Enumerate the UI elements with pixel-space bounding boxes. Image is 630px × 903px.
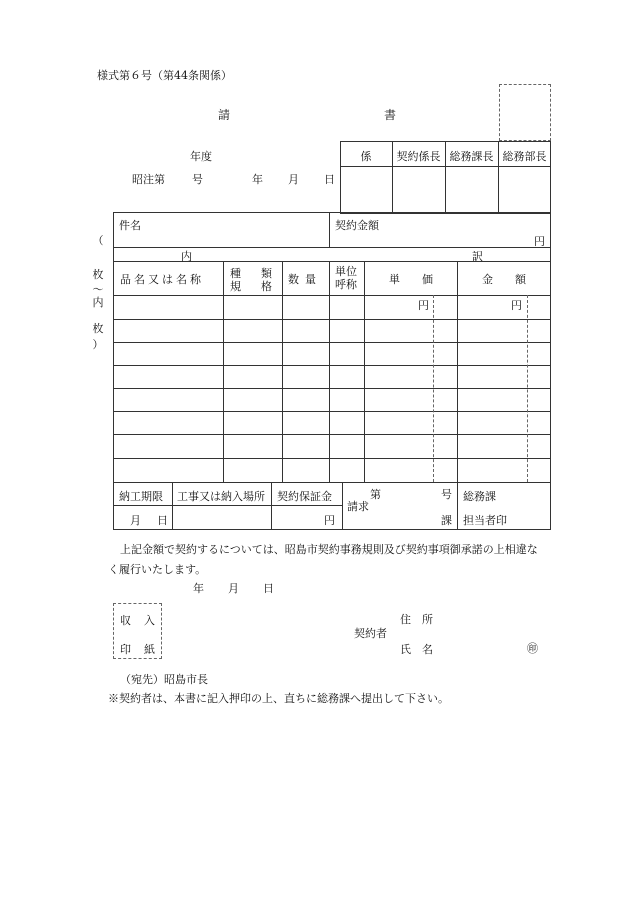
seal-dashed-box (499, 84, 551, 141)
col-unit-price: 単価 (389, 273, 455, 286)
stamp-nyu: 入 (144, 614, 155, 627)
issue-hi: 日 (324, 173, 335, 186)
side-paren-close: ） (92, 338, 104, 351)
unit-price-yen: 円 (418, 299, 429, 312)
date-tsuki: 月 (228, 582, 239, 595)
claim-dai: 第 (370, 488, 381, 501)
side-tilde-uchi: 〜内 (92, 283, 104, 309)
claim-label: 請求 (347, 500, 369, 513)
tanto-in: 担当者印 (463, 514, 507, 527)
side-mai-bottom: 枚 (92, 322, 104, 335)
col-amount: 金額 (482, 273, 548, 286)
deadline-hi: 日 (157, 514, 168, 527)
col-kind: 種類 (230, 267, 292, 280)
date-hi: 日 (263, 582, 274, 595)
contractor-label: 契約者 (354, 627, 387, 640)
seal-mark: ㊞ (527, 642, 538, 655)
col-item-name: 品名又は名称 (120, 273, 204, 286)
issue-go: 号 (192, 173, 203, 186)
somu-ka: 総務課 (463, 490, 496, 503)
statement-line1: 上記金額で契約するについては、昭島市契約事務規則及び契約事項御承諾の上相違な (120, 543, 538, 556)
contractor-name-label: 氏 名 (400, 643, 433, 656)
title-left: 請 (218, 108, 231, 122)
contractor-address-label: 住 所 (400, 613, 433, 626)
addressee: （宛先）昭島市長 (120, 673, 208, 686)
amount-yen: 円 (511, 299, 522, 312)
title-right: 書 (384, 108, 397, 122)
issue-prefix: 昭注第 (132, 173, 165, 186)
breakdown-uchi: 内 (181, 250, 192, 263)
claim-ka: 課 (441, 514, 452, 527)
side-mai-top: 枚 (92, 268, 104, 281)
approval-somu-kacho: 総務課長 (449, 150, 494, 163)
date-nen: 年 (193, 582, 204, 595)
approval-keiyaku-kakaricho: 契約係長 (396, 150, 441, 163)
contract-amount-label: 契約金額 (335, 219, 379, 232)
stamp-shi: 紙 (144, 643, 155, 656)
deadline-label: 納工期限 (119, 490, 163, 503)
col-quantity: 数量 (288, 273, 322, 286)
statement-line2: く履行いたします。 (108, 563, 207, 576)
submission-note: ※契約者は、本書に記入押印の上、直ちに総務課へ提出して下さい。 (108, 692, 449, 705)
contract-amount-yen: 円 (534, 235, 545, 248)
deposit-label: 契約保証金 (277, 490, 332, 503)
deposit-yen: 円 (324, 514, 335, 527)
stamp-in: 印 (120, 643, 131, 656)
subject-label: 件名 (119, 219, 141, 232)
col-spec: 規格 (230, 280, 292, 293)
claim-go: 号 (441, 488, 452, 501)
breakdown-wake: 訳 (472, 250, 483, 263)
deadline-tsuki: 月 (130, 514, 141, 527)
approval-kakari: 係 (360, 150, 372, 163)
stamp-shu: 収 (120, 614, 131, 627)
col-unit: 単位呼称 (335, 265, 357, 291)
form-number: 様式第６号（第44条関係） (97, 69, 232, 82)
fiscal-year-label: 年度 (190, 150, 212, 163)
place-label: 工事又は納入場所 (177, 490, 265, 503)
approval-somu-bucho: 総務部長 (502, 150, 547, 163)
issue-tsuki: 月 (288, 173, 299, 186)
side-paren-open: （ (92, 234, 104, 247)
issue-nen: 年 (252, 173, 263, 186)
